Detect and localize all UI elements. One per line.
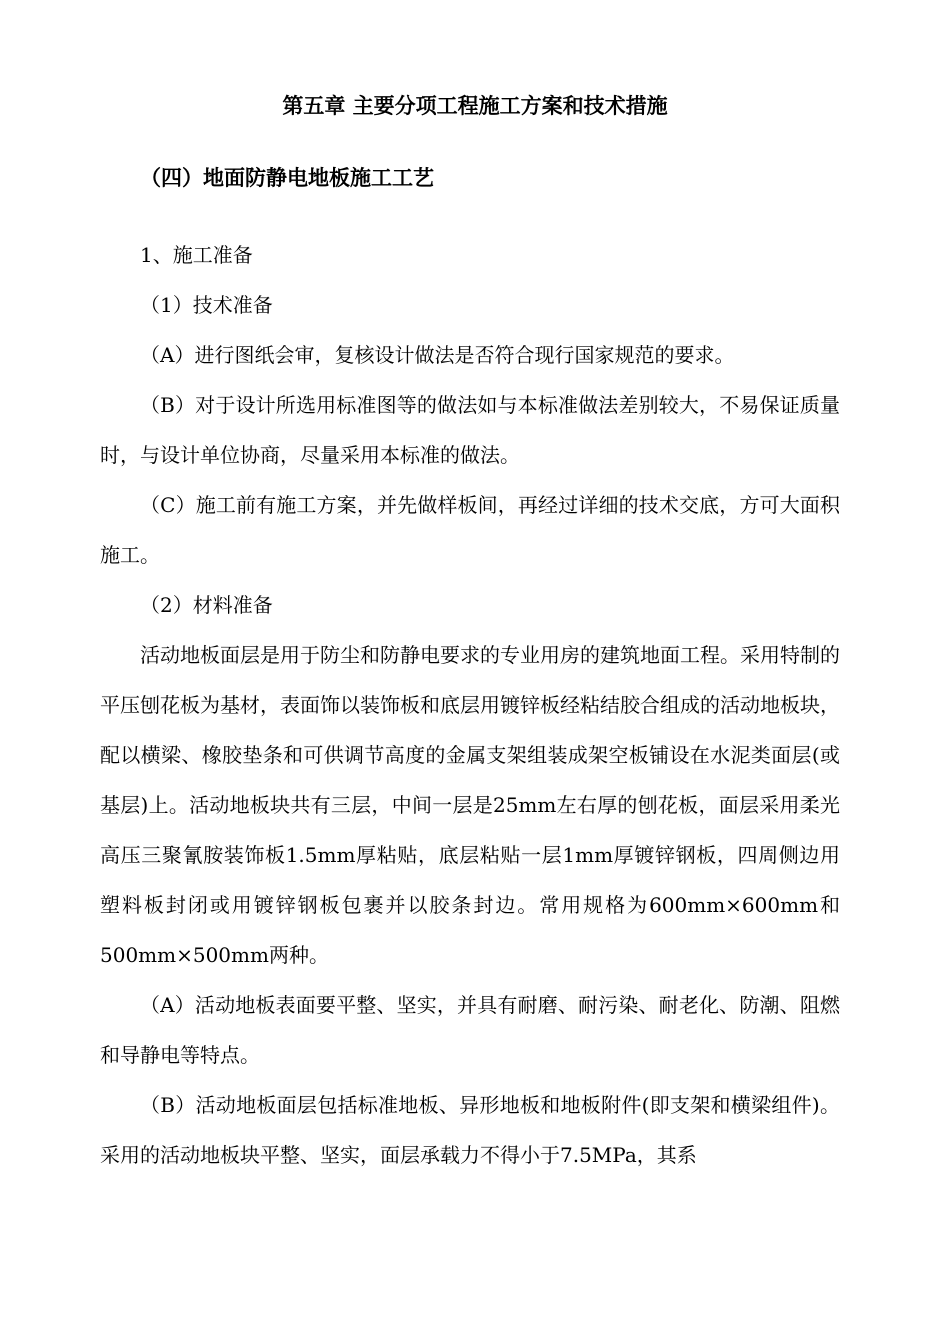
paragraph-item-c: （C）施工前有施工方案，并先做样板间，再经过详细的技术交底，方可大面积施工。 (100, 493, 840, 567)
chapter-title: 第五章 主要分项工程施工方案和技术措施 (282, 93, 668, 118)
section-title: （四）地面防静电地板施工工艺 (140, 165, 434, 190)
paragraph-material-prep: （2）材料准备 (140, 593, 273, 617)
paragraph-item-b: （B）对于设计所选用标准图等的做法如与本标准做法差别较大，不易保证质量时，与设计单位协商，尽量采用本标准的做法。 (100, 393, 840, 467)
paragraph-floor-description: 活动地板面层是用于防尘和防静电要求的专业用房的建筑地面工程。采用特制的平压刨花板为基材，表面饰以装饰板和底层用镀锌板经粘结胶合组成的活动地板块，配以横梁、橡胶垫条和可供调节高度的金属支架组装成架空板铺设在水泥类面层(或基层)上。活动地板块共有三层，中间一层是25mm左右厚的刨花板，面层采用柔光高压三聚氰胺装饰板1.5mm厚粘贴，底层粘贴一层1mm厚镀锌钢板，四周侧边用塑料板封闭或用镀锌钢板包裹并以胶条封边。常用规格为600mm×600mm和500mm×500mm两种。 (100, 643, 840, 967)
paragraph-technical-prep: （1）技术准备 (140, 293, 273, 317)
paragraph-material-a: （A）活动地板表面要平整、坚实，并具有耐磨、耐污染、耐老化、防潮、阻燃和导静电等特点。 (100, 993, 840, 1067)
paragraph-construction-prep: 1、施工准备 (140, 243, 253, 267)
body-text (100, 230, 840, 1180)
paragraph-item-a: （A）进行图纸会审，复核设计做法是否符合现行国家规范的要求。 (140, 343, 735, 367)
paragraph-material-b: （B）活动地板面层包括标准地板、异形地板和地板附件(即支架和横梁组件)。采用的活动地板块平整、坚实，面层承载力不得小于7.5MPa，其系 (100, 1093, 840, 1167)
